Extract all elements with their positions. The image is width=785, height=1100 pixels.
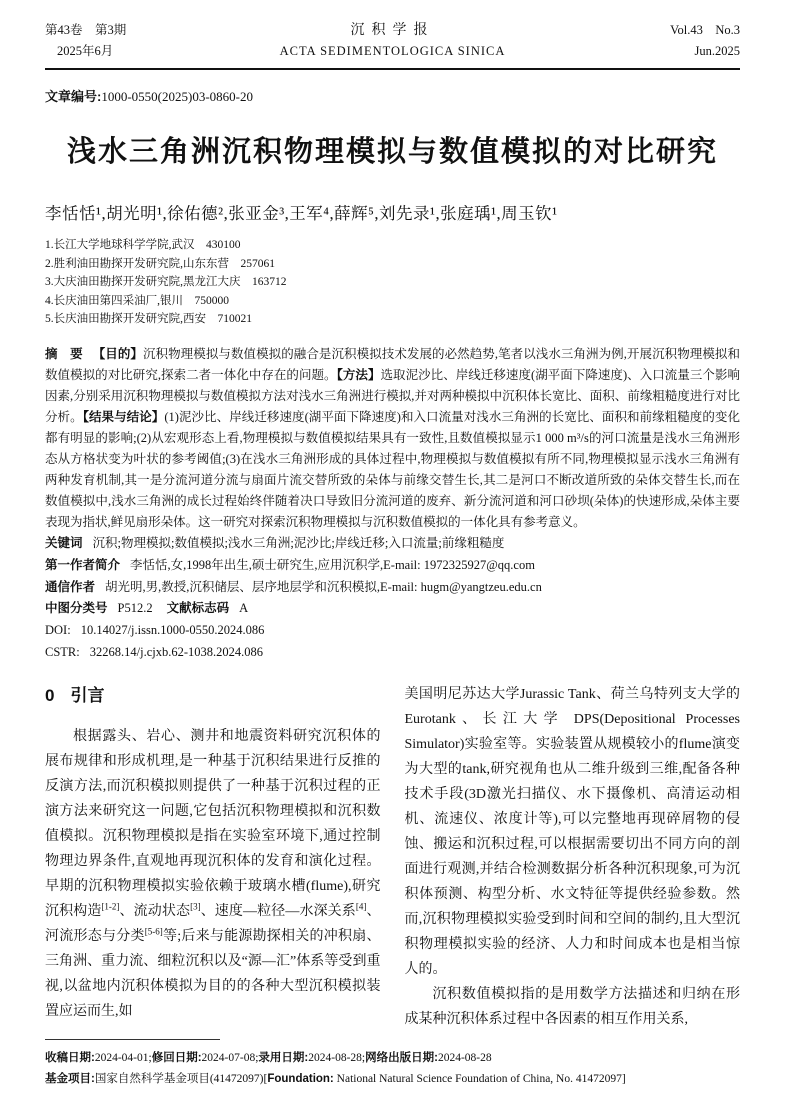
abstract-results-text: (1)泥沙比、岸线迁移速度(湖平面下降速度)和入口流量对浅水三角洲的长宽比、面积和前缘粗糙度的变化都有明显的影响;(2)从宏观形态上看,物理模拟与数值模拟结果具有一致性,且数值模拟显示1 000 m³/s的河口流量是浅水三角洲形态从方格状变为叶状的参考阈值;(3)在浅水三角洲形成的具体过程中,物理模拟与数值模拟有所不同,物理模拟显示浅水三角洲有两种发育机制,其一是分流河道分流与扇面片流交替所致的朵体与前缘交替生长,其二是河口不断改道所致的朵体交替生长,而在数值模拟中,浅水三角洲的成长过程始终伴随着决口导致旧分流河道的废弃、新分流河道和河口砂坝(朵体)的快速形成,朵体主要表现为指状,鲜见扇形朵体。这一研究对探索沉积物理模拟与沉积数值模拟的一体化具有参考意义。 bbox=[45, 409, 740, 529]
abstract-block bbox=[45, 344, 740, 533]
doi-label: DOI: bbox=[45, 623, 71, 638]
doi-value: 10.14027/j.issn.1000-0550.2024.086 bbox=[80, 623, 265, 638]
affiliation-item: 3.大庆油田勘探开发研究院,黑龙江大庆 163712 bbox=[45, 276, 287, 289]
abstract-label: 摘 要 bbox=[45, 346, 83, 361]
footnote-divider bbox=[45, 1039, 220, 1040]
volume-issue-en: Vol.43 No.3 bbox=[670, 23, 740, 37]
citation-ref: [3] bbox=[190, 901, 201, 912]
accepted-label: 录用日期: bbox=[258, 1052, 309, 1064]
left-column bbox=[45, 682, 381, 1034]
article-id-label: 文章编号: bbox=[45, 89, 102, 104]
section-heading bbox=[45, 684, 381, 708]
document-code-value: A bbox=[239, 601, 249, 616]
affiliation-item: 2.胜利油田勘探开发研究院,山东东营 257061 bbox=[45, 257, 275, 270]
intro-p1-text: 等;后来与能源勘探相关的冲积扇、三角洲、重力流、细粒沉积以及“源—汇”体系等受到重视,以盆地内沉积体模拟为目的的各种大型沉积模拟装置应运而生,如 bbox=[45, 928, 381, 1019]
cstr-value: 32268.14/j.cjxb.62-1038.2024.086 bbox=[89, 644, 264, 659]
footnote-block bbox=[45, 1039, 740, 1090]
volume-issue-cn: 第43卷 第3期 bbox=[45, 23, 127, 37]
journal-title-en: ACTA SEDIMENTOLOGICA SINICA bbox=[279, 44, 506, 58]
right-column bbox=[405, 682, 741, 1034]
foundation-line bbox=[45, 1069, 740, 1090]
cstr-line bbox=[45, 642, 740, 664]
corresponding-author-value: 胡光明,男,教授,沉积储层、层序地层学和沉积模拟,E-mail: hugm@yangtzeu.edu.cn bbox=[105, 579, 542, 594]
abstract-results-label: 【结果与结论】 bbox=[82, 409, 165, 424]
intro-p1-text: 、河流形态与分类 bbox=[45, 903, 381, 944]
accepted-value: 2024-08-28; bbox=[308, 1052, 366, 1064]
received-label: 收稿日期: bbox=[45, 1052, 95, 1064]
keywords-line bbox=[45, 533, 740, 555]
intro-p1-text: 根据露头、岩心、测井和地震资料研究沉积体的展布规律和形成机理,是一种基于沉积结果进行反推的反演方法,而沉积模拟则提供了一种基于沉积过程的正演方法来研究这一问题,它包括沉积物理模拟和沉积数值模拟。沉积物理模拟是指在实验室环境下,通过控制物理边界条件,直观地再现沉积体的发育和演化过程。早期的沉积物理模拟实验依赖于玻璃水槽(flume),研究沉积构造 bbox=[45, 728, 381, 919]
affiliation-item: 5.长庆油田勘探开发研究院,西安 710021 bbox=[45, 313, 252, 326]
article-id-line bbox=[45, 86, 740, 105]
received-value: 2024-04-01; bbox=[94, 1052, 152, 1064]
foundation-value-en: National Natural Science Foundation of China, No. 41472097] bbox=[333, 1073, 626, 1085]
affiliation-item: 4.长庆油田第四采油厂,银川 750000 bbox=[45, 294, 229, 307]
abstract-objective-text: 沉积物理模拟与数值模拟的融合是沉积模拟技术发展的必然趋势,笔者以浅水三角洲为例,开展沉积物理模拟和数值模拟的对比研究,探索二者一体化中存在的问题。 bbox=[45, 346, 740, 382]
intro-p1-text: 、流动状态 bbox=[119, 903, 191, 919]
online-label: 网络出版日期: bbox=[365, 1052, 438, 1064]
first-author-value: 李恬恬,女,1998年出生,硕士研究生,应用沉积学,E-mail: 1972325927@qq.com bbox=[130, 557, 535, 572]
section-title: 引言 bbox=[70, 685, 105, 705]
online-value: 2024-08-28 bbox=[437, 1052, 492, 1064]
clc-label: 中图分类号 bbox=[45, 601, 108, 616]
intro-paragraph-1-continued: 美国明尼苏达大学Jurassic Tank、荷兰乌特列支大学的 Eurotank、长江大学 DPS(Depositional Processes Simulator)实验室等。实验装置从规模较小的flume演变为大型的tank,研究视角也从二维升级到三维,配备各种技术手段(3D激光扫描仪、水下摄像机、高清运动相机、流速仪、浓度计等),可以完整地再现碎屑物的侵蚀、搬运和沉积过程,可以根据需要切出不同方向的剖面进行观测,并结合检测数据分析各种沉积现象,可为沉积体预测、构型分析、水文特征等提供经验参数。然而,沉积物理模拟实验受到时间和空间的制约,且大型沉积物理模拟实验的经济、人力和时间成本也是相当惊人的。 bbox=[404, 686, 740, 977]
document-code-label: 文献标志码 bbox=[166, 601, 230, 616]
citation-ref: [1-2] bbox=[101, 901, 120, 912]
revised-label: 修回日期: bbox=[151, 1052, 202, 1064]
abstract-methods-text: 选取泥沙比、岸线迁移速度(湖平面下降速度)、入口流量三个影响因素,分别采用沉积物理模拟与数值模拟方法对浅水三角洲进行模拟,并对两种模拟中沉积体长宽比、面积、前缘粗糙度进行对比分析。 bbox=[45, 367, 740, 424]
foundation-label-en: Foundation: bbox=[267, 1073, 334, 1085]
revised-value: 2024-07-08; bbox=[201, 1052, 259, 1064]
paper-title: 浅水三角洲沉积物理模拟与数值模拟的对比研究 bbox=[66, 136, 718, 168]
intro-paragraph-1 bbox=[45, 724, 381, 1024]
journal-title-cn: 沉积学报 bbox=[350, 23, 435, 38]
article-id-value: 1000-0550(2025)03-0860-20 bbox=[101, 89, 253, 104]
received-dates-line bbox=[45, 1048, 740, 1069]
doi-line bbox=[45, 620, 740, 642]
intro-p1-text: 、速度—粒径—水深关系 bbox=[200, 903, 356, 919]
journal-header bbox=[45, 20, 740, 62]
first-author-line bbox=[45, 555, 740, 577]
cstr-label: CSTR: bbox=[45, 644, 80, 659]
classification-line bbox=[45, 598, 740, 620]
foundation-value-cn: 国家自然科学基金项目(41472097)[ bbox=[94, 1073, 268, 1085]
corresponding-author-label: 通信作者 bbox=[45, 579, 96, 594]
header-rule bbox=[45, 68, 740, 70]
corresponding-author-line bbox=[45, 577, 740, 599]
affiliation-list bbox=[45, 236, 740, 329]
section-number: 0 bbox=[45, 685, 55, 705]
clc-value: P512.2 bbox=[117, 601, 153, 616]
citation-ref: [5-6] bbox=[144, 926, 163, 937]
keywords-value: 沉积;物理模拟;数值模拟;浅水三角洲;泥沙比;岸线迁移;入口流量;前缘粗糙度 bbox=[92, 535, 505, 550]
abstract-methods-label: 【方法】 bbox=[336, 367, 381, 382]
journal-date-en: Jun.2025 bbox=[694, 44, 740, 58]
journal-date-cn: 2025年6月 bbox=[57, 44, 114, 58]
citation-ref: [4] bbox=[355, 901, 367, 912]
affiliation-item: 1.长江大学地球科学学院,武汉 430100 bbox=[45, 239, 241, 251]
authors-line: 李恬恬¹,胡光明¹,徐佑德²,张亚金³,王军⁴,薛辉⁵,刘先录¹,张庭瑀¹,周玉钦¹ bbox=[45, 204, 558, 223]
first-author-label: 第一作者简介 bbox=[45, 557, 121, 572]
body-columns bbox=[45, 682, 740, 1034]
keywords-label: 关键词 bbox=[45, 535, 83, 550]
foundation-label-cn: 基金项目: bbox=[45, 1073, 95, 1085]
abstract-objective-label: 【目的】 bbox=[92, 346, 143, 361]
intro-paragraph-2: 沉积数值模拟指的是用数学方法描述和归纳在形成某种沉积体系过程中各因素的相互作用关系, bbox=[404, 986, 740, 1027]
